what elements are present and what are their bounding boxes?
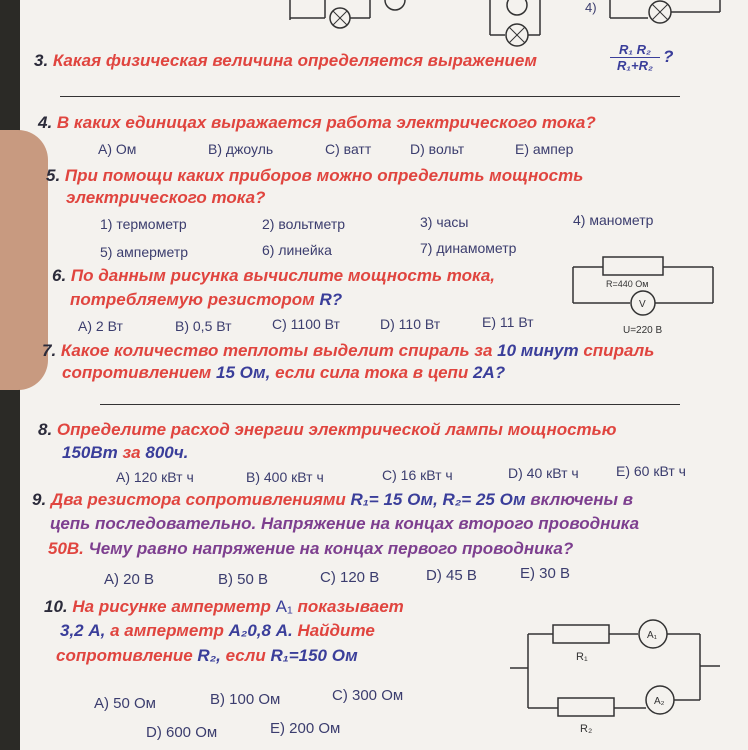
answer-option: C) 16 кВт ч [382,467,453,483]
question-text: В каких единицах выражается работа электрического тока? [56,113,596,132]
circuit-diagram-q6 [568,245,718,340]
question-text: включены в [530,490,633,509]
answer-option: B) 0,5 Вт [175,318,232,334]
a1-label: A₁ [647,630,658,641]
question-text: показывает [297,597,404,616]
question-text: а амперметр [110,621,224,640]
circuit-diagram-q10 [508,612,733,737]
answer-option: B) 50 В [218,571,269,588]
resistor-box [603,257,663,275]
answer-line [100,404,680,405]
question-value: 15 Ом, [215,363,271,382]
answer-option: 7) динамометр [420,240,517,256]
question-number: 4. [38,113,53,132]
question-text: если [225,646,266,665]
question-value: 800ч. [145,443,189,462]
question-text: потребляемую резистором [70,290,315,309]
question-text: Найдите [297,621,375,640]
question-text: Два резистора сопротивлениями [50,490,346,509]
resistor-label: R=440 Ом [606,279,649,289]
answer-option: B) 400 кВт ч [246,469,324,485]
answer-option: D) 40 кВт ч [508,465,579,481]
question-value: R₂, [197,646,221,665]
finger-overlay [0,130,48,390]
resistor-symbol: R? [319,290,343,309]
answer-option: E) 11 Вт [482,314,534,330]
question-text: сопротивление [56,646,193,665]
resistance-fraction [610,42,660,73]
question-text: спираль [583,341,655,360]
answer-option: B) джоуль [208,141,274,157]
question-value: 2А? [473,363,506,382]
answer-option: D) 110 Вт [380,316,441,332]
question-9-line-3 [48,539,573,559]
answer-option: A) 120 кВт ч [116,469,194,485]
answer-option: C) 300 Ом [332,687,404,704]
r1-label: R₁ [576,651,588,663]
answer-option: C) 1100 Вт [272,316,340,332]
answer-option: 4) манометр [573,212,654,228]
question-7 [42,341,654,361]
question-number: 9. [32,490,47,509]
question-4 [38,113,596,133]
question-value: 50В. [48,539,84,558]
answer-option: C) ватт [325,141,372,157]
question-value: 10 минут [497,341,579,360]
question-number: 5. [46,166,61,185]
question-5-line-2: электрического тока? [66,188,266,207]
question-text: На рисунке амперметр [72,597,271,616]
answer-option: E) 60 кВт ч [616,463,686,479]
answer-option: E) ампер [515,141,574,157]
question-5 [46,166,583,186]
question-6-line-2 [70,290,342,310]
fraction-denominator: R₁+R₂ [617,58,653,73]
a2-label: A₂ [654,696,665,707]
fraction-numerator: R₁ R₂ [610,42,660,58]
question-9 [32,490,633,510]
answer-option: E) 30 В [520,565,571,582]
voltage-label: U=220 В [623,325,663,336]
answer-option: 3) часы [420,214,469,230]
question-text: При помощи каких приборов можно определить мощность [64,166,584,185]
answer-option: A) 50 Ом [94,695,156,712]
question-text: если сила тока в цепи [275,363,469,382]
question-8-line-2 [62,443,188,463]
question-10-line-2 [60,621,375,641]
question-text: По данным рисунка вычислите мощность тока, [70,266,496,285]
resistor-r1-box [553,625,609,643]
question-number: 8. [38,420,53,439]
worksheet-page [20,0,748,750]
top-item-number: 4) [585,0,597,15]
question-value: 3,2 А, [60,621,106,640]
question-number: 6. [52,266,67,285]
answer-option: C) 120 В [320,569,380,586]
question-value: R₁=150 Ом [270,646,358,665]
answer-option: 2) вольтметр [262,216,346,232]
question-text: за [122,443,141,462]
r2-label: R₂ [580,723,593,735]
question-number: 7. [42,341,57,360]
question-7-line-2 [62,363,505,383]
answer-option: A) Ом [98,141,137,157]
answer-option: 1) термометр [100,216,187,232]
question-10 [44,597,404,617]
question-text: сопротивлением [62,363,212,382]
question-text: Какое количество теплоты выделит спираль за [60,341,493,360]
question-value: 150Вт [62,443,118,462]
answer-option: E) 200 Ом [270,720,341,737]
resistor-r2-box [558,698,614,716]
answer-option: 6) линейка [262,242,332,258]
answer-option: B) 100 Ом [210,691,281,708]
question-text: Какая физическая величина определяется выражением [52,51,537,70]
voltmeter-label: V [639,299,646,310]
question-text: Чему равно напряжение на концах первого проводника? [88,539,574,558]
answer-line [60,96,680,97]
question-value: A₂0,8 А. [228,621,293,640]
answer-option: A) 20 В [104,571,155,588]
question-mark: ? [663,47,674,66]
question-10-line-3 [56,646,358,666]
question-6 [52,266,495,286]
question-value: R₁= 15 Ом, R₂= 25 Ом [350,490,526,509]
answer-option: A) 2 Вт [78,318,123,334]
answer-option: D) вольт [410,141,465,157]
question-number: 3. [34,51,49,70]
answer-option: D) 45 В [426,567,477,584]
question-3 [34,51,537,71]
answer-option: D) 600 Ом [146,724,218,741]
question-text: Определите расход энергии электрической лампы мощностью [56,420,617,439]
question-9-line-2: цепь последовательно. Напряжение на концах второго проводника [50,514,640,533]
question-number: 10. [44,597,68,616]
ammeter-symbol: A₁ [275,597,293,616]
answer-option: 5) амперметр [100,244,189,260]
question-8 [38,420,616,440]
